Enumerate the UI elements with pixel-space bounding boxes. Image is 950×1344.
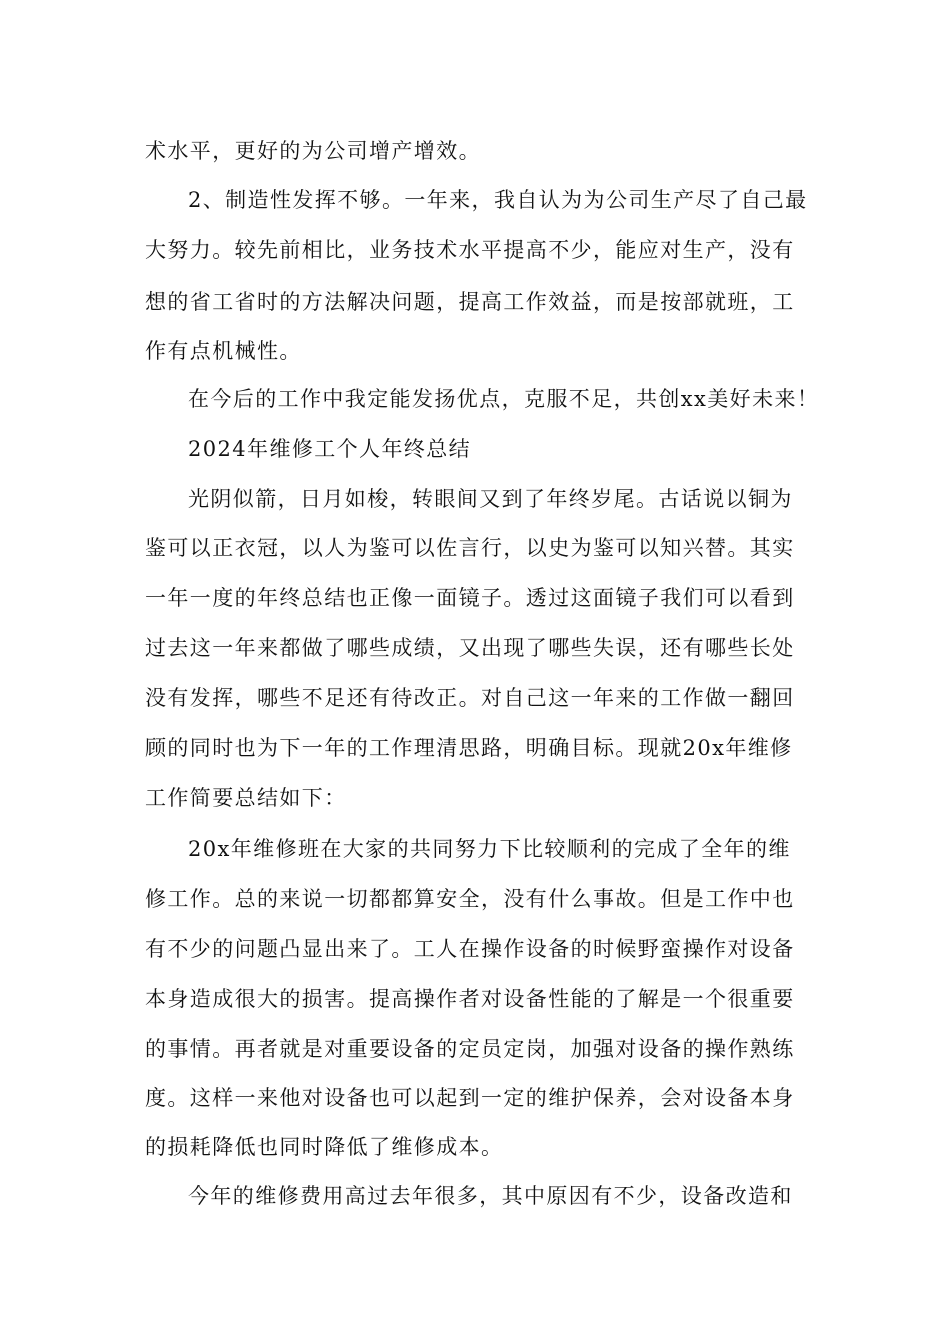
paragraph-line: 的损耗降低也同时降低了维修成本。 [145, 1135, 504, 1159]
paragraph-line: 作有点机械性。 [145, 339, 302, 363]
paragraph-line: 光阴似箭，日月如梭，转眼间又到了年终岁尾。古话说以铜为 [188, 487, 793, 511]
paragraph-line: 度。这样一来他对设备也可以起到一定的维护保养，会对设备本身 [145, 1086, 795, 1110]
paragraph-line: 术水平，更好的为公司增产增效。 [145, 139, 481, 163]
paragraph-line: 的事情。再者就是对重要设备的定员定岗，加强对设备的操作熟练 [145, 1037, 795, 1061]
paragraph-line: 大努力。较先前相比，业务技术水平提高不少，能应对生产，没有 [145, 238, 795, 262]
paragraph-line: 顾的同时也为下一年的工作理清思路，明确目标。现就20x年维修 [145, 736, 793, 760]
paragraph-line: 修工作。总的来说一切都都算安全，没有什么事故。但是工作中也 [145, 887, 795, 911]
paragraph-line: 一年一度的年终总结也正像一面镜子。透过这面镜子我们可以看到 [145, 586, 795, 610]
paragraph-line: 想的省工省时的方法解决问题，提高工作效益，而是按部就班，工 [145, 290, 795, 314]
paragraph-line: 鉴可以正衣冠，以人为鉴可以佐言行，以史为鉴可以知兴替。其实 [145, 536, 795, 560]
paragraph-line: 有不少的问题凸显出来了。工人在操作设备的时候野蛮操作对设备 [145, 937, 795, 961]
paragraph-line: 过去这一年来都做了哪些成绩，又出现了哪些失误，还有哪些长处 [145, 636, 795, 660]
paragraph-line: 工作简要总结如下： [145, 786, 347, 810]
section-heading: 2024年维修工个人年终总结 [188, 437, 472, 461]
paragraph-line: 今年的维修费用高过去年很多，其中原因有不少，设备改造和 [188, 1184, 793, 1208]
paragraph-line: 在今后的工作中我定能发扬优点，克服不足，共创xx美好未来！ [188, 387, 820, 411]
paragraph-line: 本身造成很大的损害。提高操作者对设备性能的了解是一个很重要 [145, 987, 795, 1011]
paragraph-line: 2、制造性发挥不够。一年来，我自认为为公司生产尽了自己最 [188, 188, 808, 212]
paragraph-line: 没有发挥，哪些不足还有待改正。对自己这一年来的工作做一翻回 [145, 686, 795, 710]
paragraph-line: 20x年维修班在大家的共同努力下比较顺利的完成了全年的维 [188, 837, 791, 861]
